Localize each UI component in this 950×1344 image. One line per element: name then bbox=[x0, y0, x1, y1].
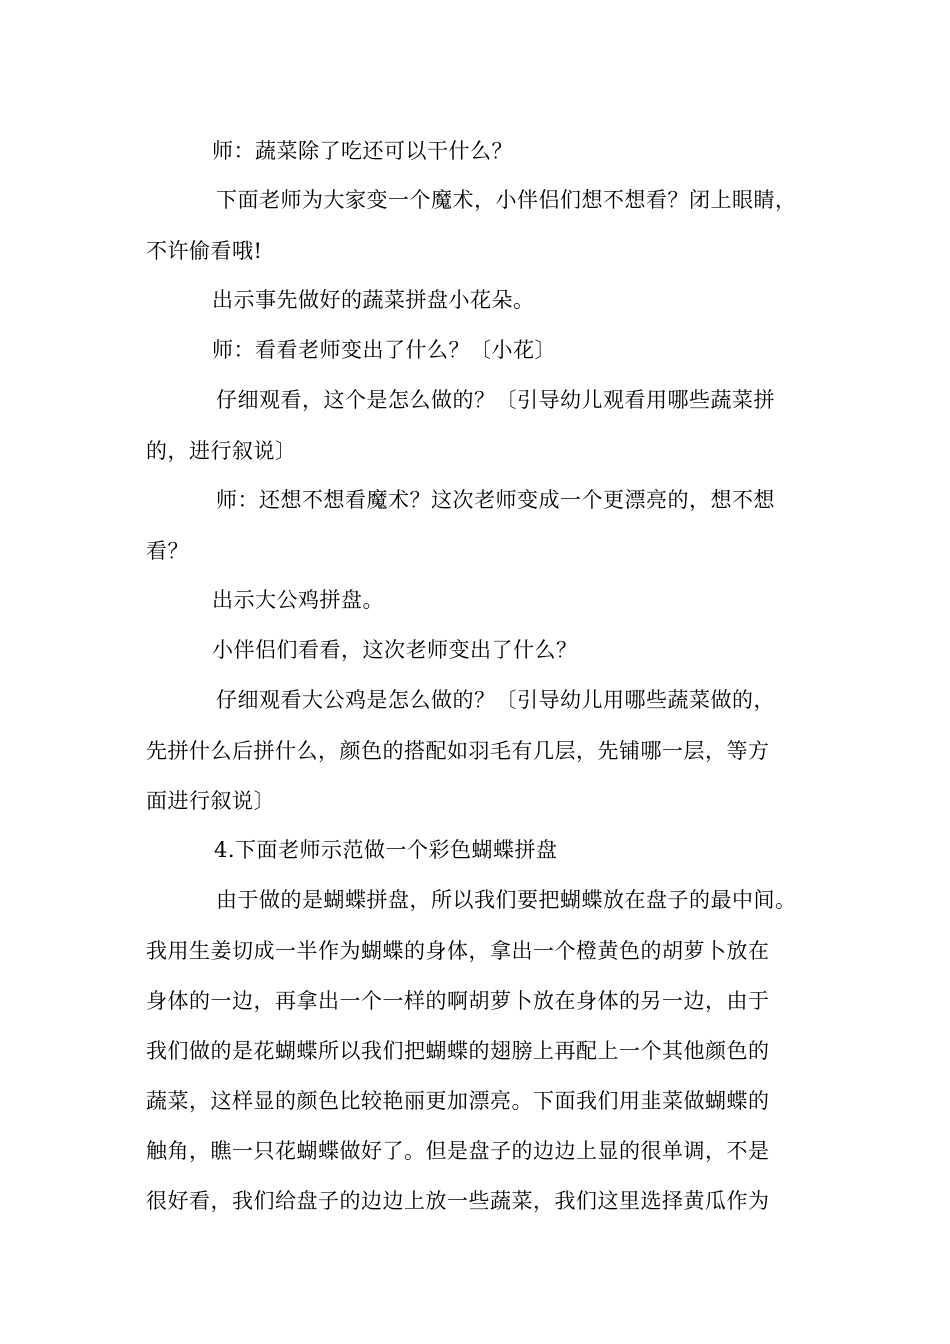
paragraph-line: 不许偷看哦! bbox=[146, 239, 263, 263]
paragraph-line: 我们做的是花蝴蝶所以我们把蝴蝶的翅膀上再配上一个其他颜色的 bbox=[146, 1039, 770, 1063]
paragraph-line: 先拼什么后拼什么，颜色的搭配如羽毛有几层，先铺哪一层，等方 bbox=[146, 739, 770, 763]
paragraph-line: 下面老师为大家变一个魔术，小伴侣们想不想看？闭上眼睛， bbox=[216, 188, 797, 212]
paragraph-line: 小伴侣们看看，这次老师变出了什么？ bbox=[212, 638, 578, 662]
paragraph-line: 面进行叙说〕 bbox=[146, 789, 275, 813]
paragraph-line: 触角，瞧一只花蝴蝶做好了。但是盘子的边边上显的很单调，不是 bbox=[146, 1139, 770, 1163]
paragraph-line: 仔细观看，这个是怎么做的？〔引导幼儿观看用哪些蔬菜拼 bbox=[216, 388, 775, 412]
paragraph-line: 师：蔬菜除了吃还可以干什么？ bbox=[212, 139, 513, 163]
paragraph-line: 师：看看老师变出了什么？〔小花〕 bbox=[212, 338, 556, 362]
paragraph-line: 看？ bbox=[146, 539, 189, 563]
paragraph-line: 蔬菜，这样显的颜色比较艳丽更加漂亮。下面我们用韭菜做蝴蝶的 bbox=[146, 1089, 770, 1113]
paragraph-line: 我用生姜切成一半作为蝴蝶的身体，拿出一个橙黄色的胡萝卜放在 bbox=[146, 939, 770, 963]
paragraph-line: 由于做的是蝴蝶拼盘，所以我们要把蝴蝶放在盘子的最中间。 bbox=[216, 888, 797, 912]
paragraph-line: 师：还想不想看魔术？这次老师变成一个更漂亮的，想不想 bbox=[216, 488, 775, 512]
paragraph-line: 很好看，我们给盘子的边边上放一些蔬菜，我们这里选择黄瓜作为 bbox=[146, 1189, 770, 1213]
paragraph-line: 仔细观看大公鸡是怎么做的？〔引导幼儿用哪些蔬菜做的， bbox=[216, 688, 775, 712]
paragraph-line: 身体的一边，再拿出一个一样的啊胡萝卜放在身体的另一边，由于 bbox=[146, 989, 770, 1013]
section-heading: 4.下面老师示范做一个彩色蝴蝶拼盘 bbox=[214, 838, 558, 862]
paragraph-line: 出示大公鸡拼盘。 bbox=[212, 588, 384, 612]
paragraph-line: 的，进行叙说〕 bbox=[146, 439, 297, 463]
paragraph-line: 出示事先做好的蔬菜拼盘小花朵。 bbox=[212, 288, 535, 312]
